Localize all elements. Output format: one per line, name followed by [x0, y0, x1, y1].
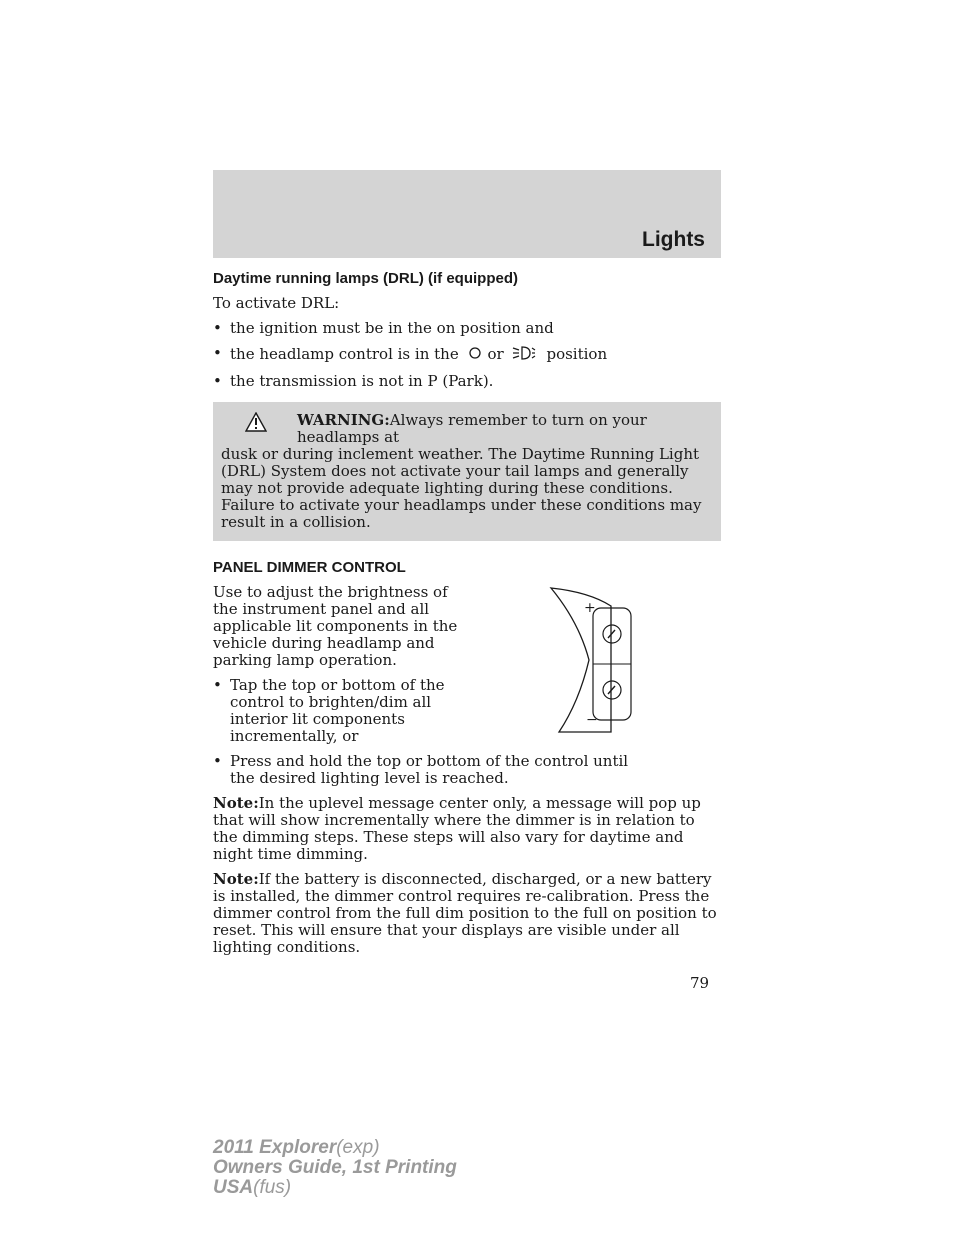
- bullet-icon: •: [213, 319, 222, 337]
- warning-text-line1: Always remember to turn on your headlamps at: [297, 411, 647, 446]
- list-item: • the headlamp control is in the or position: [213, 344, 608, 363]
- list-item: • Press and hold the top or bottom of the control until the desired lighting level is reached.: [213, 752, 629, 787]
- section-title: Lights: [642, 228, 705, 251]
- bullet-icon: •: [213, 676, 222, 694]
- parking-lamp-icon: [469, 347, 481, 365]
- drl-heading: Daytime running lamps (DRL) (if equipped): [213, 270, 519, 287]
- footer-print-info: 2011 Explorer(exp) Owners Guide, 1st Printing USA(fus): [213, 1137, 457, 1198]
- note-paragraph: Note:In the uplevel message center only, a message will pop up that will show incrementally where the dimmer is in relation to the dimming steps. These steps will also vary for daytime and night time dimming.: [213, 794, 701, 863]
- page-content: [213, 266, 721, 964]
- page-number: 79: [690, 974, 710, 992]
- note-paragraph: Note:If the battery is disconnected, discharged, or a new battery is installed, the dimmer control requires re-calibration. Press the dimmer control from the full dim position to the full on position to reset. This will ensure that your displays are visible under all lighting conditions.: [213, 870, 717, 956]
- bullet-icon: •: [213, 752, 222, 770]
- list-item: • Tap the top or bottom of the control to brighten/dim all interior lit components incrementally, or: [213, 676, 445, 745]
- list-item: • the transmission is not in P (Park).: [213, 372, 494, 390]
- drl-intro: To activate DRL:: [213, 294, 340, 312]
- bullet-icon: •: [213, 344, 222, 362]
- panel-dimmer-intro: Use to adjust the brightness of the instrument panel and all applicable lit components in the vehicle during headlamp and parking lamp operation.: [213, 583, 458, 669]
- panel-dimmer-heading: PANEL DIMMER CONTROL: [213, 559, 406, 576]
- warning-triangle-icon: [245, 412, 267, 436]
- section-header-band: [213, 170, 721, 258]
- bullet-icon: •: [213, 372, 222, 390]
- panel-dimmer-section: [213, 584, 721, 787]
- minus-label: −: [586, 712, 598, 728]
- warning-box: [213, 402, 721, 541]
- list-item: • the ignition must be in the on position and: [213, 319, 554, 337]
- headlamp-icon: [510, 345, 536, 365]
- warning-label: WARNING:: [297, 411, 390, 429]
- warning-text: dusk or during inclement weather. The Daytime Running Light (DRL) System does not activate your tail lamps and generally may not provide adequate lighting during these conditions. Failure to activate your headlamps under these conditions may result in a collision.: [221, 445, 702, 531]
- plus-label: +: [584, 600, 596, 616]
